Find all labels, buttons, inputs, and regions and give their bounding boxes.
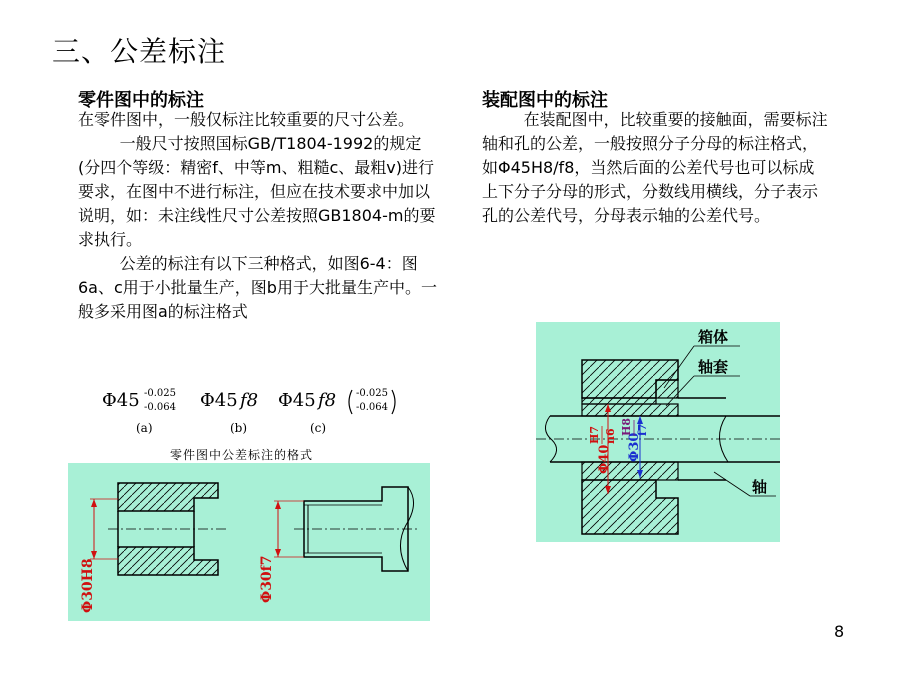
right-paragraph-1: 在装配图中，比较重要的接触面，需要标注轴和孔的公差，一般按照分子分母的标注格式，如Φ45H8/f8，当然后面的公差代号也可以标成上下分子分母的形式，分数线用横线，分子表示孔的公差代号，分母表示轴的公差代号。 — [482, 110, 828, 225]
formula-c-base: Φ45 — [278, 390, 316, 411]
housing-label: 箱体 — [698, 328, 729, 346]
fit-dim-1-numerator: H7 — [588, 425, 601, 444]
formula-label-b: (b) — [230, 421, 248, 435]
shaft-label: 轴 — [752, 478, 768, 496]
formula-a-lower: -0.064 — [144, 402, 177, 413]
slide-title: 三、公差标注 — [52, 35, 227, 68]
tolerance-format-formulas — [100, 386, 410, 446]
formula-label-c: (c) — [310, 421, 327, 435]
formula-c-right-paren — [392, 390, 395, 414]
hole-dimension-label: Φ30H8 — [80, 558, 96, 613]
shaft-dimension-label: Φ30f7 — [259, 555, 275, 603]
left-paragraph-2: 一般尺寸按照国标GB/T1804-1992的规定(分四个等级：精密f、中等m、粗糙c、最粗v)进行要求，在图中不进行标注，但应在技术要求中加以说明，如：未注线性尺寸公差按照GB1804-m的要求执行。 — [78, 134, 436, 249]
formula-b-code: f8 — [240, 390, 259, 411]
fit-dim-2-base: Φ30 — [627, 432, 642, 462]
formula-c-left-paren — [349, 390, 352, 414]
left-paragraph-3: 公差的标注有以下三种格式，如图6-4：图6a、c用于小批量生产，图b用于大批量生产中。一般多采用图a的标注格式 — [78, 254, 437, 321]
formula-label-a: (a) — [136, 421, 153, 435]
formula-a-upper: -0.025 — [144, 388, 177, 399]
formula-a-base: Φ45 — [102, 390, 140, 411]
page-number: 8 — [834, 622, 845, 641]
sleeve-label: 轴套 — [698, 358, 729, 376]
fit-dim-2-denominator: f7 — [636, 423, 649, 436]
left-paragraph-1: 在零件图中，一般仅标注比较重要的尺寸公差。 — [78, 110, 415, 129]
formula-c-lower: -0.064 — [356, 402, 389, 413]
formula-c-code: f8 — [318, 390, 337, 411]
assembly-drawing-figure — [536, 322, 780, 542]
left-heading: 零件图中的标注 — [78, 90, 204, 111]
part-drawing-figure — [68, 463, 430, 621]
figure-caption: 零件图中公差标注的格式 — [170, 448, 314, 462]
formula-b-base: Φ45 — [200, 390, 238, 411]
fit-dim-2-numerator: H8 — [620, 417, 633, 436]
fit-dim-1-base: Φ40 — [597, 444, 612, 474]
fit-dim-1-denominator: n6 — [604, 428, 617, 444]
left-text — [78, 108, 438, 324]
formula-c-upper: -0.025 — [356, 388, 389, 399]
right-heading: 装配图中的标注 — [482, 90, 608, 111]
